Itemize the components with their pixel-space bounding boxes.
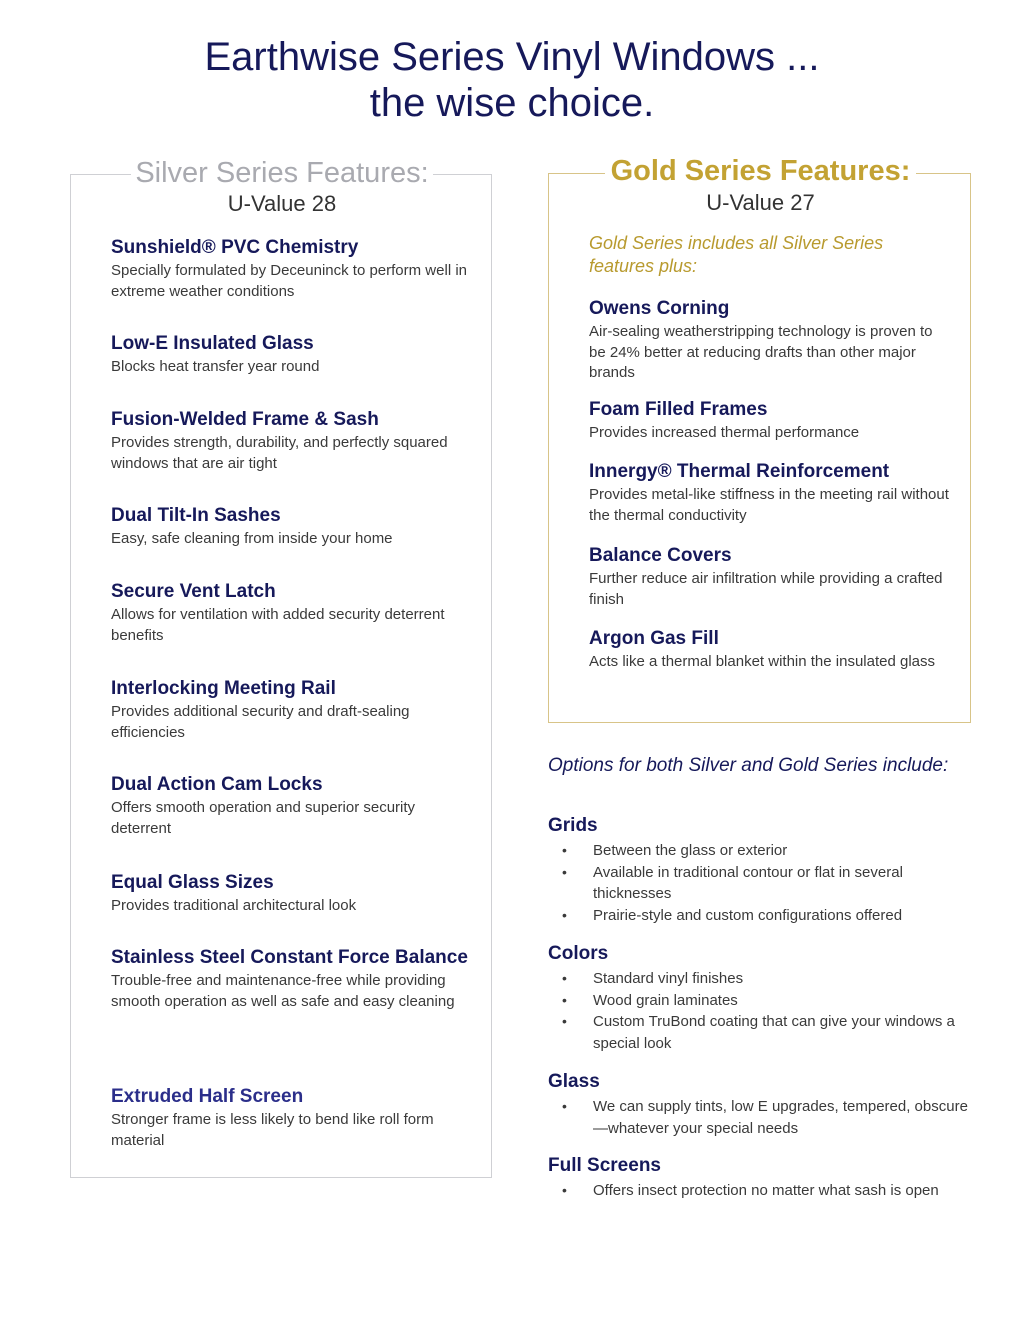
- feature-description: Trouble-free and maintenance-free while providing smooth operation as well as safe and easy cleaning: [111, 972, 455, 1010]
- option-list: [548, 840, 978, 926]
- bullet: •: [562, 1098, 567, 1114]
- gold-uvalue: U-Value 27: [706, 190, 815, 215]
- option-group-glass: [548, 1070, 978, 1139]
- feature-name: Interlocking Meeting Rail: [111, 678, 336, 699]
- feature-description: Further reduce air infiltration while providing a crafted finish: [589, 570, 943, 608]
- silver-feature: [111, 408, 471, 474]
- gold-series-heading-text: Gold Series Features:: [605, 155, 917, 187]
- feature-name: Balance Covers: [589, 545, 732, 566]
- option-group-colors: [548, 942, 978, 1054]
- feature-name: Low-E Insulated Glass: [111, 333, 314, 354]
- list-item-text: Wood grain laminates: [593, 991, 738, 1009]
- bullet: •: [562, 991, 567, 1008]
- silver-series-heading: [71, 156, 493, 190]
- feature-name: Stainless Steel Constant Force Balance: [111, 947, 468, 968]
- option-list: [548, 1180, 978, 1202]
- feature-description: Acts like a thermal blanket within the insulated glass: [589, 653, 936, 670]
- feature-name: Sunshield® PVC Chemistry: [111, 237, 359, 258]
- feature-description: Provides additional security and draft-sealing efficiencies: [111, 703, 410, 741]
- gold-feature: [589, 460, 949, 526]
- gold-feature: [589, 398, 949, 444]
- option-list: [548, 968, 978, 1054]
- gold-series-heading: [549, 154, 972, 188]
- feature-description: Specially formulated by Deceuninck to perform well in extreme weather conditions: [111, 262, 467, 300]
- list-item-text: We can supply tints, low E upgrades, tempered, obscure—whatever your special needs: [593, 1098, 968, 1137]
- list-item: [548, 1180, 978, 1202]
- page-title: [0, 34, 1024, 126]
- feature-description: Provides increased thermal performance: [589, 424, 860, 441]
- feature-name: Secure Vent Latch: [111, 581, 276, 602]
- bullet: •: [562, 970, 567, 986]
- bullet: •: [562, 863, 567, 880]
- option-list: [548, 1096, 978, 1139]
- title-line-1: Earthwise Series Vinyl Windows ...: [204, 35, 820, 79]
- gold-feature: [589, 627, 949, 673]
- list-item-text: Between the glass or exterior: [593, 842, 788, 859]
- list-item-text: Custom TruBond coating that can give your windows a special look: [593, 1013, 955, 1052]
- silver-uvalue: U-Value 28: [227, 191, 337, 216]
- feature-description: Air-sealing weatherstripping technology is proven to be 24% better at reducing drafts than other major brands: [589, 323, 933, 381]
- silver-feature: [111, 504, 471, 550]
- list-item: [548, 862, 978, 905]
- option-heading: Grids: [548, 815, 598, 836]
- bullet: •: [562, 842, 567, 858]
- silver-feature: [111, 332, 471, 378]
- gold-feature: [589, 297, 949, 384]
- silver-feature: [111, 946, 471, 1012]
- silver-series-box: [70, 157, 492, 1178]
- list-item: [548, 968, 978, 990]
- gold-series-box: [548, 155, 971, 723]
- feature-name: Innergy® Thermal Reinforcement: [589, 461, 890, 482]
- bullet: •: [562, 906, 567, 923]
- bullet: •: [562, 1013, 567, 1029]
- feature-name: Owens Corning: [589, 298, 730, 319]
- silver-series-heading-text: Silver Series Features:: [131, 157, 432, 189]
- feature-name: Dual Tilt-In Sashes: [111, 505, 281, 526]
- feature-name: Fusion-Welded Frame & Sash: [111, 409, 379, 430]
- options-section: [548, 754, 978, 1199]
- feature-name: Foam Filled Frames: [589, 399, 768, 420]
- list-item: [548, 1096, 978, 1139]
- feature-description: Provides traditional architectural look: [111, 897, 357, 914]
- silver-feature: [111, 773, 471, 839]
- option-group-grids: [548, 814, 978, 926]
- list-item-text: Available in traditional contour or flat in several thicknesses: [593, 863, 903, 902]
- feature-description: Allows for ventilation with added security deterrent benefits: [111, 606, 445, 644]
- silver-feature: [111, 236, 471, 302]
- feature-description: Provides metal-like stiffness in the meeting rail without the thermal conductivity: [589, 486, 949, 524]
- list-item-text: Offers insect protection no matter what sash is open: [593, 1182, 939, 1199]
- option-heading: Full Screens: [548, 1155, 661, 1176]
- feature-description: Stronger frame is less likely to bend like roll form material: [111, 1111, 434, 1149]
- list-item-text: Prairie-style and custom configurations offered: [593, 906, 903, 924]
- list-item: [548, 905, 978, 927]
- options-intro: Options for both Silver and Gold Series include:: [548, 755, 949, 776]
- option-heading: Glass: [548, 1071, 600, 1092]
- list-item: [548, 840, 978, 862]
- feature-description: Provides strength, durability, and perfectly squared windows that are air tight: [111, 434, 448, 472]
- silver-feature: [111, 677, 471, 743]
- feature-name: Extruded Half Screen: [111, 1086, 304, 1107]
- feature-name: Dual Action Cam Locks: [111, 774, 323, 795]
- gold-intro: Gold Series includes all Silver Series features plus:: [589, 233, 884, 276]
- feature-description: Easy, safe cleaning from inside your home: [111, 530, 393, 547]
- feature-name: Equal Glass Sizes: [111, 872, 274, 893]
- list-item: [548, 990, 978, 1012]
- silver-feature: [111, 1085, 471, 1151]
- bullet: •: [562, 1182, 567, 1198]
- feature-description: Offers smooth operation and superior security deterrent: [111, 799, 416, 837]
- list-item-text: Standard vinyl finishes: [593, 970, 744, 987]
- title-line-2: the wise choice.: [369, 81, 655, 125]
- feature-name: Argon Gas Fill: [589, 628, 719, 649]
- option-heading: Colors: [548, 943, 609, 964]
- gold-feature: [589, 544, 949, 610]
- feature-description: Blocks heat transfer year round: [111, 358, 320, 375]
- list-item: [548, 1011, 978, 1054]
- silver-feature: [111, 871, 471, 917]
- silver-feature: [111, 580, 471, 646]
- option-group-full-screens: [548, 1154, 978, 1202]
